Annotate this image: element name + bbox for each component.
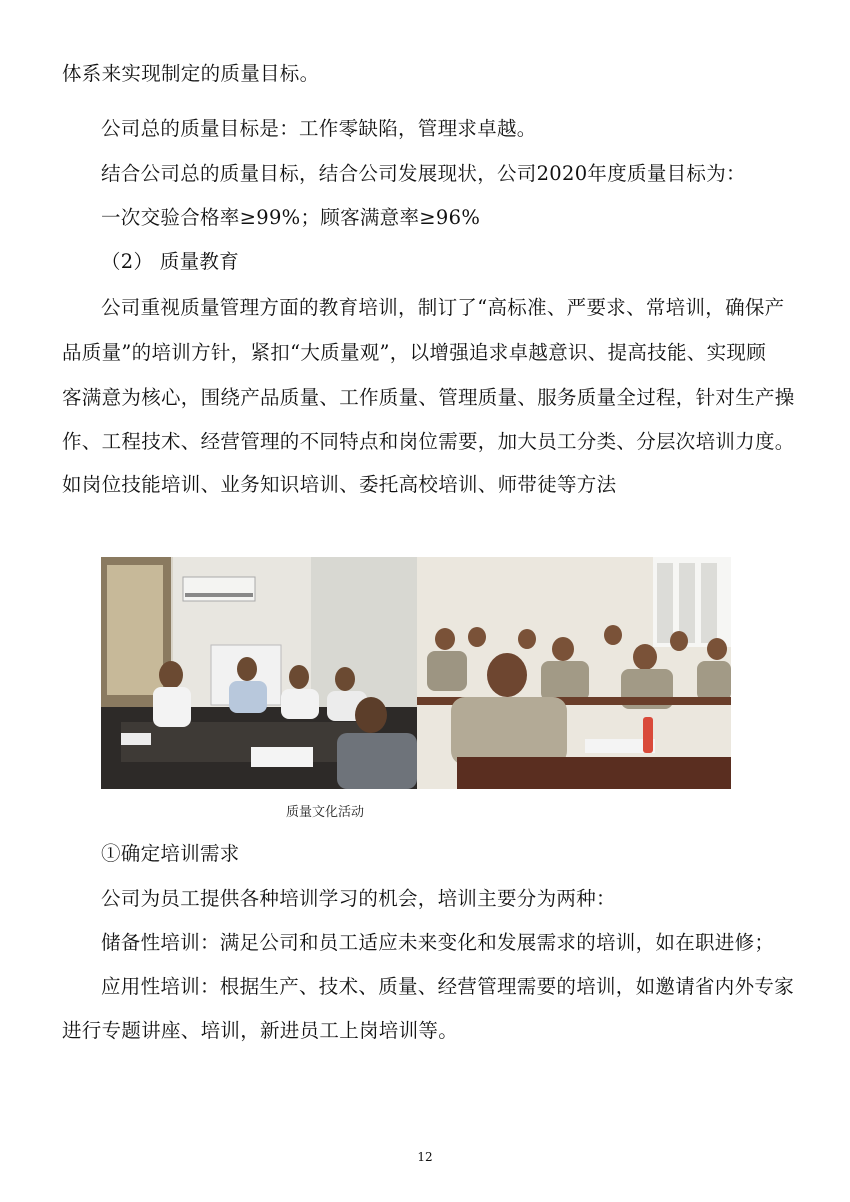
paragraph-line: 如岗位技能培训、业务知识培训、委托高校培训、师带徒等方法 <box>62 473 617 496</box>
paragraph-line: 储备性培训：满足公司和员工适应未来变化和发展需求的培训，如在职进修； <box>101 931 775 954</box>
page-number: 12 <box>417 1150 433 1164</box>
classroom-photo <box>417 557 731 789</box>
figure-caption: 质量文化活动 <box>286 805 365 820</box>
paragraph-line: 公司为员工提供各种培训学习的机会，培训主要分为两种： <box>101 887 616 910</box>
meeting-photo <box>101 557 417 789</box>
paragraph-line: 一次交验合格率≥99%；顾客满意率≥96% <box>101 206 481 229</box>
paragraph-line: 公司重视质量管理方面的教育培训，制订了“高标准、严要求、常培训，确保产 <box>101 296 785 319</box>
paragraph-line: 客满意为核心，围绕产品质量、工作质量、管理质量、服务质量全过程，针对生产操 <box>62 386 795 409</box>
section-heading: ①确定培训需求 <box>101 842 240 865</box>
section-heading: （2） 质量教育 <box>101 250 240 273</box>
paragraph-line: 作、工程技术、经营管理的不同特点和岗位需要，加大员工分类、分层次培训力度。 <box>62 430 795 453</box>
paragraph-line: 体系来实现制定的质量目标。 <box>62 62 320 85</box>
paragraph-line: 公司总的质量目标是：工作零缺陷，管理求卓越。 <box>101 117 537 140</box>
paragraph-line: 品质量”的培训方针，紧扣“大质量观”，以增强追求卓越意识、提高技能、实现顾 <box>62 341 767 364</box>
paragraph-line: 进行专题讲座、培训，新进员工上岗培训等。 <box>62 1019 459 1042</box>
paragraph-line: 结合公司总的质量目标，结合公司发展现状，公司2020年度质量目标为： <box>101 162 746 185</box>
paragraph-line: 应用性培训：根据生产、技术、质量、经营管理需要的培训，如邀请省内外专家 <box>101 975 795 998</box>
